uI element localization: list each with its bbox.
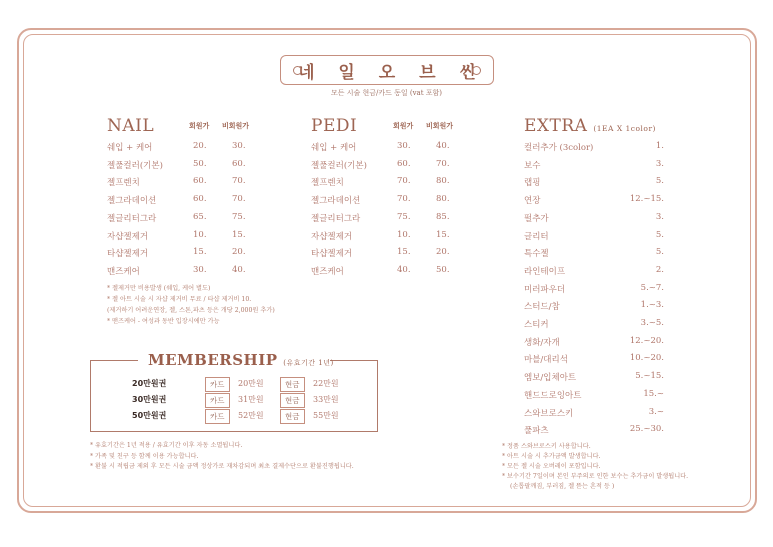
pedi-member-header: 회원가 [393,122,414,130]
extra-note: * 정품 스와브로스키 사용합니다. [502,443,591,450]
extra-item-price: 3.~5. [640,318,664,328]
membership-note: * 환불 시 적립금 제외 후 모든 시술 금액 정상가로 재차감되며 최초 결제수단으로 환불진행됩니다. [90,463,354,470]
extra-item-name: 라인테이프 [524,266,566,277]
membership-tier: 50만원권 [132,411,167,420]
membership-card-price: 20만원 [238,379,264,388]
nail-item-nonmember-price: 70. [232,194,246,205]
nail-item-nonmember-price: 15. [232,229,246,240]
membership-card-tag: 카드 [205,377,230,392]
pedi-item-member-price: 40. [397,264,411,275]
membership-card-price: 52만원 [238,411,264,420]
nail-item-name: 맨즈케어 [107,266,140,277]
title-box [280,55,494,85]
membership-rule-left [90,360,138,361]
pedi-title: PEDI [311,116,358,136]
pedi-item-member-price: 10. [397,229,411,240]
extra-item-name: 연장 [524,196,541,207]
nail-note: * 젤 아트 시술 시 자샵 제거비 무료 / 타샵 제거비 10. [107,296,252,303]
pedi-item-member-price: 70. [397,194,411,205]
extra-item-name: 스티커 [524,320,549,330]
extra-item-name: 랩핑 [524,178,541,189]
extra-item-name: 마블/대리석 [524,355,568,366]
extra-item-price: 1. [655,141,664,151]
pedi-item-name: 쉐입 + 케어 [311,143,357,153]
nail-item-name: 젤풀컬러(기본) [107,160,163,171]
circle-ornament-icon [293,66,302,75]
nail-member-header: 회원가 [189,122,210,130]
nail-item-name: 타샵젤제거 [107,249,149,260]
nail-item-member-price: 10. [193,229,207,240]
membership-cash-tag: 현금 [280,377,305,392]
nail-item-nonmember-price: 75. [232,211,246,222]
pedi-item-nonmember-price: 20. [436,247,450,258]
pedi-item-nonmember-price: 40. [436,141,450,151]
pedi-item-member-price: 70. [397,176,411,187]
extra-item-price: 1.~3. [640,300,664,311]
pedi-item-member-price: 30. [397,141,411,151]
nail-item-name: 자샵젤제거 [107,231,149,242]
extra-item-name: 스와브로스키 [524,408,574,419]
nail-item-member-price: 15. [193,247,207,258]
extra-item-name: 풀파츠 [524,426,549,437]
pedi-item-nonmember-price: 80. [436,194,450,205]
membership-cash-price: 33만원 [313,395,339,404]
extra-item-name: 컬러추가 (3color) [524,143,594,153]
nail-note: * 젤제거만 비용발생 (쉐입, 케어 별도) [107,285,211,292]
pedi-item-member-price: 60. [397,158,411,169]
pedi-item-name: 자샵젤제거 [311,231,353,242]
pedi-item-name: 젤그라데이션 [311,196,361,207]
nail-note: (제거하기 어려운연장, 젤, 스톤,파츠 등은 개당 2,000원 추가) [107,307,275,314]
membership-cash-price: 22만원 [313,379,339,388]
extra-item-price: 3. [655,158,664,169]
nail-item-nonmember-price: 30. [232,141,246,151]
extra-item-name: 글리터 [524,231,549,242]
extra-item-name: 보수 [524,160,541,171]
pedi-item-name: 젤프렌치 [311,178,344,189]
pedi-section [311,116,491,276]
membership-rule-right [330,360,378,361]
extra-item-price: 5. [655,229,664,240]
nail-item-member-price: 30. [193,264,207,275]
extra-item-price: 5.~15. [635,371,664,382]
membership-note: * 유효기간은 1년 적용 / 유효기간 이후 자동 소멸됩니다. [90,442,243,449]
extra-item-name: 특수젤 [524,249,549,260]
extra-note: * 보수기간 7일이며 본인 부주의로 인한 보수는 추가금이 발생됩니다. [502,473,689,480]
extra-item-price: 2. [655,264,664,275]
nail-nonmember-header: 비회원가 [222,122,250,130]
pedi-item-nonmember-price: 80. [436,176,450,187]
nail-note: * 맨즈케어 - 여성과 동반 입장시에만 가능 [107,318,220,325]
nail-title: NAIL [107,116,155,136]
nail-item-nonmember-price: 40. [232,264,246,275]
extra-item-price: 5.~7. [640,282,664,293]
nail-item-member-price: 65. [193,211,207,222]
pedi-item-nonmember-price: 15. [436,229,450,240]
membership-card-tag: 카드 [205,409,230,424]
nail-item-name: 젤글리터그라 [107,213,157,224]
extra-item-name: 핸드드로잉아트 [524,390,582,401]
nail-item-member-price: 20. [193,141,207,151]
extra-item-price: 12.~20. [629,335,664,346]
extra-item-name: 스터드/참 [524,302,560,313]
circle-ornament-icon [472,66,481,75]
extra-note: (손톱팔깨짐, 부러짐, 젤 뜯는 흔적 등 ) [510,483,615,490]
membership-tier: 30만원권 [132,395,167,404]
pedi-item-name: 젤글리터그라 [311,213,361,224]
extra-item-price: 12.~15. [629,194,664,205]
membership-validity: (유효기간 1년) [283,359,334,367]
pedi-item-nonmember-price: 50. [436,264,450,275]
membership-card-price: 31만원 [238,395,264,404]
pedi-item-name: 젤풀컬러(기본) [311,160,367,171]
pedi-item-name: 맨즈케어 [311,266,344,277]
extra-item-price: 5. [655,176,664,187]
membership-title [148,351,334,369]
nail-item-name: 젤프렌치 [107,178,140,189]
extra-title [524,116,664,136]
membership-note: * 가족 및 친구 등 함께 이용 가능합니다. [90,452,199,460]
nail-item-member-price: 50. [193,158,207,169]
extra-item-name: 엠보/입체아트 [524,373,577,384]
membership-cash-tag: 현금 [280,393,305,408]
nail-section [107,116,287,276]
extra-title-note: (1EA X 1color) [593,124,656,133]
membership-cash-price: 55만원 [313,411,339,420]
extra-title-text: EXTRA [524,116,588,136]
extra-note: * 모든 젤 시술 오버레이 포함입니다. [502,463,601,470]
extra-note: * 아트 시술 시 추가금액 발생합니다. [502,453,601,460]
extra-item-price: 3.~ [648,406,664,417]
nail-item-nonmember-price: 20. [232,247,246,258]
extra-item-name: 생화/자개 [524,337,560,348]
pedi-item-name: 타샵젤제거 [311,249,353,260]
pedi-item-nonmember-price: 85. [436,211,450,222]
extra-section [524,116,664,436]
extra-item-name: 펄추가 [524,213,549,224]
nail-item-nonmember-price: 70. [232,176,246,187]
pedi-item-member-price: 75. [397,211,411,222]
extra-item-price: 5. [655,247,664,258]
nail-item-nonmember-price: 60. [232,158,246,169]
extra-item-name: 미러파우더 [524,284,566,295]
extra-item-price: 10.~20. [629,353,664,364]
nail-item-member-price: 60. [193,176,207,187]
extra-item-price: 25.~30. [629,424,664,435]
nail-item-member-price: 60. [193,194,207,205]
pedi-nonmember-header: 비회원가 [426,122,454,130]
subtitle: 모든 시술 현금/카드 동일 (vat 포함) [330,89,443,97]
membership-tier: 20만원권 [132,379,167,388]
pedi-item-member-price: 15. [397,247,411,258]
extra-item-price: 15.~ [643,388,664,399]
membership-title-text: MEMBERSHIP [148,351,278,369]
page-title: 네 일 오 브 씬 [298,62,485,83]
nail-item-name: 젤그라데이션 [107,196,157,207]
membership-card-tag: 카드 [205,393,230,408]
membership-cash-tag: 현금 [280,409,305,424]
pedi-item-nonmember-price: 70. [436,158,450,169]
extra-item-price: 3. [655,211,664,222]
nail-item-name: 쉐입 + 케어 [107,143,153,153]
